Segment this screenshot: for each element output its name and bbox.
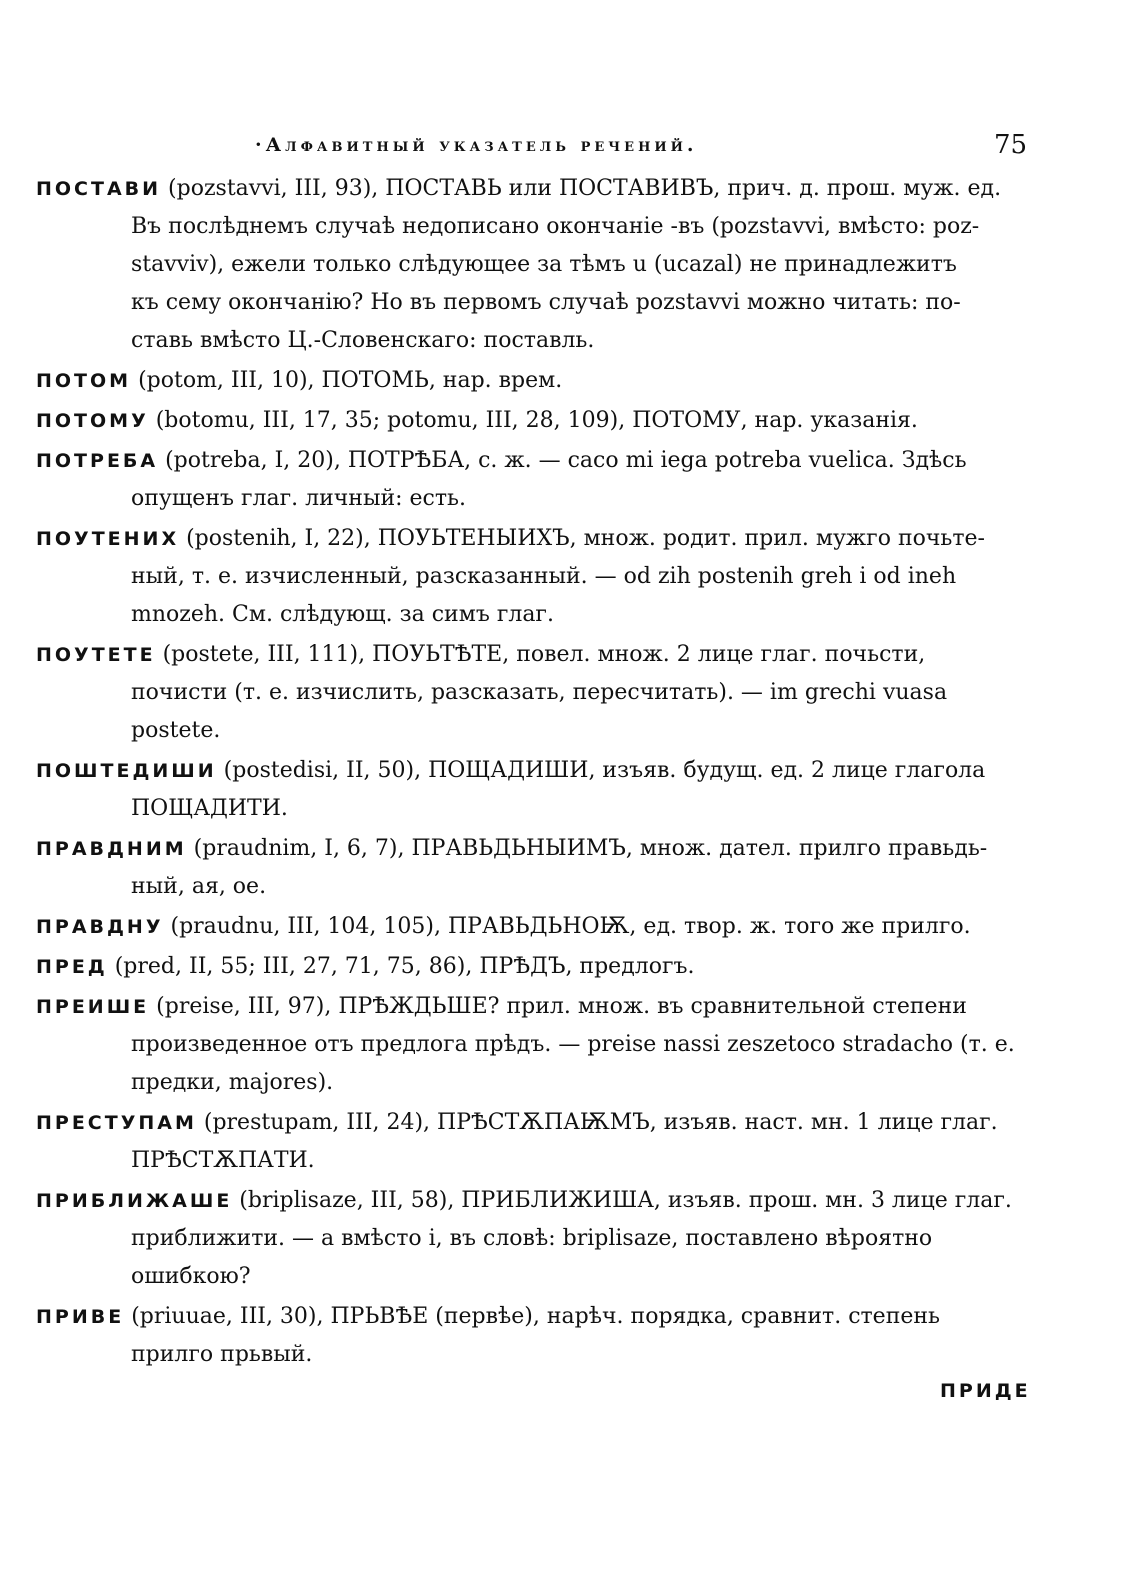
entry-line: почисти (т. е. изчислить, разсказать, пересчитать). — im grechi vuasa <box>131 680 948 705</box>
entry-text: (postedisi, II, 50), ПОЩАДИШИ, изъяв. будущ. ед. 2 лице глагола <box>216 758 986 783</box>
entry-line: ПРѢСТѪПАТИ. <box>131 1148 315 1173</box>
entry-line: mnozeh. См. слѣдующ. за симъ глаг. <box>131 602 554 627</box>
entry-line: postete. <box>131 718 221 743</box>
entry-preishe <box>36 988 1036 1102</box>
entry-text: (pozstavvi, III, 93), ПОСТАВЬ или ПОСТАВИВЪ, прич. д. прош. муж. ед. <box>161 176 1002 201</box>
entry-line <box>36 830 1036 868</box>
entry-line: ный, т. е. изчисленный, разсказанный. — od zih postenih greh i od ineh <box>131 564 957 589</box>
entry-text: (preise, III, 97), ПРѢЖДЬШЕ? прил. множ. въ сравнительной степени <box>149 994 967 1019</box>
headword: ПРАВДНУ <box>36 916 164 938</box>
running-header <box>0 130 1140 166</box>
header-title: ·Алфавитный указатель речений. <box>255 134 698 156</box>
headword: ПРЕИШЕ <box>36 996 150 1018</box>
entry-prestupam <box>36 1104 1036 1180</box>
headword: ПРИВЕ <box>36 1306 125 1328</box>
entry-potomu <box>36 402 1036 440</box>
entry-text: (praudnu, III, 104, 105), ПРАВЬДЬНОѬ, ед. твор. ж. того же прилго. <box>163 914 971 939</box>
entry-line <box>36 752 1036 790</box>
headword: ПОТОМ <box>36 370 132 392</box>
headword: ПОТРЕБА <box>36 450 159 472</box>
headword: ПРЕСТУПАМ <box>36 1112 197 1134</box>
headword: ПОУТЕНИХ <box>36 528 180 550</box>
entry-potreba <box>36 442 1036 518</box>
entry-line: ставь вмѣсто Ц.-Словенскаго: поставль. <box>131 328 595 353</box>
entry-text: (postenih, I, 22), ПОУЬТЕНЫИХЪ, множ. родит. прил. мужго почьте- <box>179 526 985 551</box>
entry-line <box>36 362 1036 400</box>
headword: ПРЕД <box>36 956 108 978</box>
entry-line <box>36 1104 1036 1142</box>
page-number: 75 <box>994 130 1028 160</box>
entry-text: (priuuae, III, 30), ПРЬВѢЕ (первѣе), нарѣч. порядка, сравнит. степень <box>124 1304 941 1329</box>
entry-text: (postete, III, 111), ПОУЬТѢТЕ, повел. множ. 2 лице глаг. почьсти, <box>155 642 926 667</box>
entry-line: къ сему окончанію? Но въ первомъ случаѣ pozstavvi можно читать: по- <box>131 290 961 315</box>
entry-text: (potom, III, 10), ПОТОМЬ, нар. врем. <box>131 368 563 393</box>
entry-text: (pred, II, 55; III, 27, 71, 75, 86), ПРѢДЪ, предлогъ. <box>107 954 695 979</box>
headword: ПОТОМУ <box>36 410 149 432</box>
entry-prive <box>36 1298 1036 1374</box>
entry-line: опущенъ глаг. личный: есть. <box>131 486 467 511</box>
entry-line: ный, ая, ое. <box>131 874 267 899</box>
entry-line: stavviv), ежели только слѣдующее за тѣмъ u (ucazal) не принадлежитъ <box>131 252 957 277</box>
entry-line: ПОЩАДИТИ. <box>131 796 288 821</box>
entry-text: (briplisaze, III, 58), ПРИБЛИЖИША, изъяв. прош. мн. 3 лице глаг. <box>232 1188 1012 1213</box>
catchword: ПРИДЕ <box>940 1380 1031 1402</box>
entry-potom <box>36 362 1036 400</box>
entry-text: (potreba, I, 20), ПОТРѢБА, с. ж. — caco mi iega potreba vuelica. Здѣсь <box>158 448 967 473</box>
entry-line <box>36 636 1036 674</box>
entry-približashe <box>36 1182 1036 1296</box>
entry-text: (praudnim, I, 6, 7), ПРАВЬДЬНЫИМЪ, множ. дател. прилго правьдь- <box>186 836 988 861</box>
entry-text: (botomu, III, 17, 35; potomu, III, 28, 109), ПОТОМУ, нар. указанія. <box>148 408 918 433</box>
headword: ПРАВДНИМ <box>36 838 187 860</box>
entry-pravdnim <box>36 830 1036 906</box>
headword: ПОСТАВИ <box>36 178 162 200</box>
entry-line: приближити. — а вмѣсто i, въ словѣ: briplisaze, поставлено вѣроятно <box>131 1226 933 1251</box>
entry-line <box>36 1182 1036 1220</box>
dictionary-entries <box>36 170 1036 1376</box>
entry-line: прилго прьвый. <box>131 1342 313 1367</box>
entry-line <box>36 442 1036 480</box>
entry-pred <box>36 948 1036 986</box>
entry-line <box>36 948 1036 986</box>
headword: ПОШТЕДИШИ <box>36 760 217 782</box>
entry-line <box>36 908 1036 946</box>
entry-poutenih <box>36 520 1036 634</box>
entry-postavi <box>36 170 1036 360</box>
entry-poshtedishi <box>36 752 1036 828</box>
entry-poutete <box>36 636 1036 750</box>
entry-line <box>36 988 1036 1026</box>
entry-line <box>36 1298 1036 1336</box>
entry-line: Въ послѣднемъ случаѣ недописано окончаніе -въ (pozstavvi, вмѣсто: poz- <box>131 214 980 239</box>
entry-line <box>36 402 1036 440</box>
entry-line: произведенное отъ предлога прѣдъ. — preise nassi zeszetoco stradacho (т. е. <box>131 1032 1015 1057</box>
entry-line: предки, majores). <box>131 1070 334 1095</box>
entry-line <box>36 520 1036 558</box>
entry-line: ошибкою? <box>131 1264 251 1289</box>
entry-line <box>36 170 1036 208</box>
entry-pravdnu <box>36 908 1036 946</box>
entry-text: (prestupam, III, 24), ПРѢСТѪПАѬМЪ, изъяв. наст. мн. 1 лице глаг. <box>196 1110 998 1135</box>
headword: ПРИБЛИЖАШЕ <box>36 1190 233 1212</box>
headword: ПОУТЕТЕ <box>36 644 156 666</box>
